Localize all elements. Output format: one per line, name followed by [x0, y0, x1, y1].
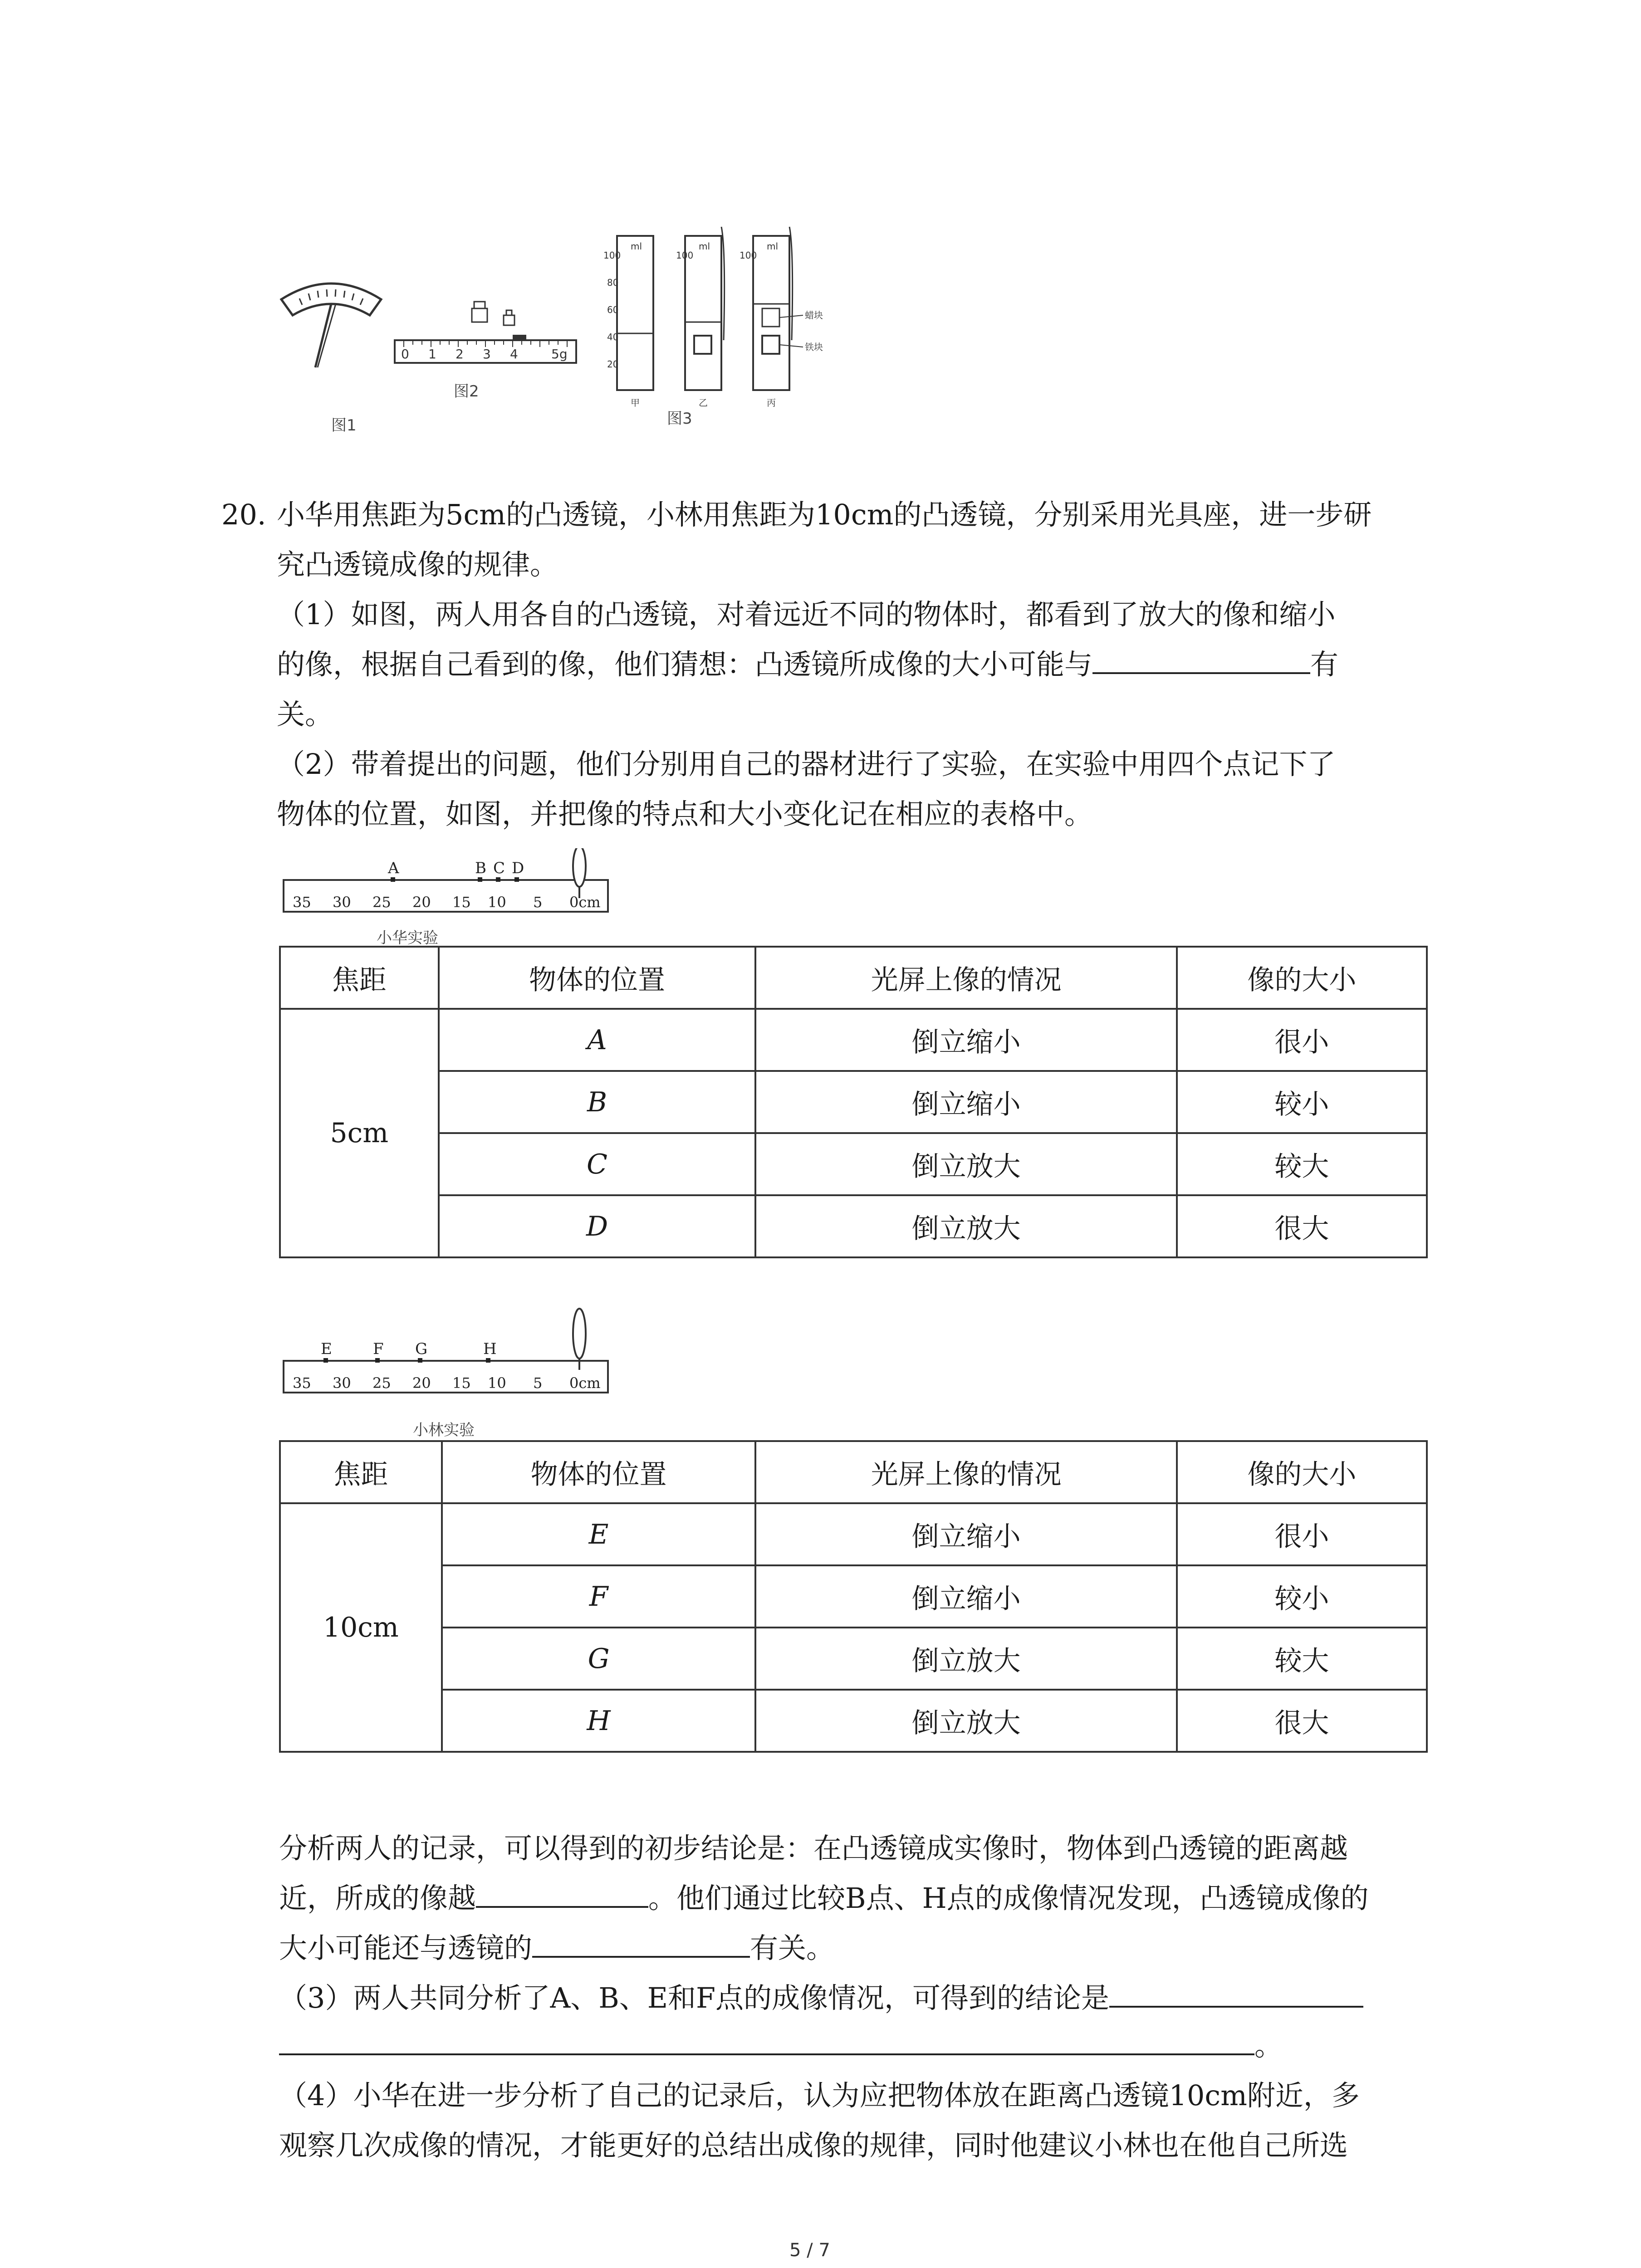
position-cell: C	[439, 1133, 756, 1195]
cyl-label: 甲	[631, 397, 640, 408]
table-xiaohua	[279, 946, 1428, 1258]
cyl-tick: 20	[607, 359, 619, 370]
table-row	[280, 1195, 1427, 1257]
header-size: 像的大小	[1177, 1441, 1427, 1503]
image-cell: 倒立缩小	[755, 1503, 1176, 1565]
focal-cell: 10cm	[280, 1503, 442, 1752]
header-image: 光屏上像的情况	[755, 1441, 1176, 1503]
size-cell: 较小	[1177, 1565, 1427, 1628]
figure-1-balance-dial	[272, 272, 390, 404]
table-header-row	[280, 947, 1427, 1009]
ruler-tick: 35	[293, 894, 311, 911]
part4-line: （4）小华在进一步分析了自己的记录后，认为应把物体放在距离凸透镜10cm附近，多	[279, 2079, 1360, 2112]
ruler-tick: 5	[533, 1374, 543, 1392]
ruler-tick: 20	[412, 894, 431, 911]
scale-tick: 1	[428, 347, 436, 362]
part2-line: （2）带着提出的问题，他们分别用自己的器材进行了实验，在实验中用四个点记下了	[277, 748, 1336, 781]
position-cell: G	[442, 1628, 756, 1690]
cyl-tick: 60	[607, 304, 619, 315]
fig3-caption: 图3	[667, 410, 692, 428]
header-position: 物体的位置	[442, 1441, 756, 1503]
point-label-A: A	[388, 859, 399, 877]
point-label-H: H	[483, 1340, 497, 1358]
ruler-tick: 35	[293, 1374, 311, 1392]
ruler-tick: 20	[412, 1374, 431, 1392]
cyl-label: 乙	[699, 397, 708, 408]
part4-line: 观察几次成像的情况，才能更好的总结出成像的规律，同时他建议小林也在他自己所选	[279, 2129, 1348, 2162]
part3-line	[279, 1973, 1363, 2023]
cyl-tick: 40	[607, 332, 619, 342]
table-row	[280, 1565, 1427, 1628]
point-label-E: E	[321, 1340, 332, 1358]
part2-line: 物体的位置，如图，并把像的特点和大小变化记在相应的表格中。	[277, 797, 1093, 831]
part3-line	[279, 2021, 1283, 2071]
ruler-tick: 15	[452, 894, 471, 911]
figure-3-graduated-cylinders	[585, 222, 876, 422]
scale-tick: 3	[483, 347, 491, 362]
size-cell: 较大	[1177, 1628, 1427, 1690]
image-cell: 倒立放大	[755, 1690, 1176, 1752]
size-cell: 很大	[1177, 1690, 1427, 1752]
header-focal: 焦距	[280, 1441, 442, 1503]
position-cell: B	[439, 1071, 756, 1133]
size-cell: 较小	[1177, 1071, 1427, 1133]
image-cell: 倒立缩小	[755, 1565, 1176, 1628]
point-label-F: F	[373, 1340, 384, 1358]
image-cell: 倒立放大	[755, 1195, 1176, 1257]
position-cell: E	[442, 1503, 756, 1565]
cyl-unit: ml	[699, 241, 710, 252]
scale-tick: 5g	[551, 347, 568, 362]
analysis-text: 。他们通过比较B点、H点的成像情况发现，凸透镜成像的	[648, 1882, 1369, 1915]
scale-tick: 2	[456, 347, 464, 362]
cyl-unit: ml	[631, 241, 642, 252]
size-cell: 较大	[1177, 1133, 1427, 1195]
point-label-D: D	[512, 859, 524, 877]
optical-bench-ruler-2	[279, 1306, 624, 1397]
image-cell: 倒立缩小	[755, 1071, 1176, 1133]
cyl-unit: ml	[767, 241, 779, 252]
ruler-tick: 10	[488, 1374, 506, 1392]
point-label-G: G	[415, 1340, 428, 1358]
ruler2-caption: 小林实验	[413, 1421, 475, 1439]
answer-blank-3[interactable]	[532, 1924, 750, 1958]
table-xiaolin	[279, 1440, 1428, 1753]
page-number: 5 / 7	[789, 2240, 830, 2261]
fig2-caption: 图2	[454, 382, 479, 401]
table-row	[280, 1628, 1427, 1690]
answer-blank-2[interactable]	[476, 1874, 648, 1908]
size-cell: 很小	[1177, 1503, 1427, 1565]
position-cell: H	[442, 1690, 756, 1752]
part3-text: （3）两人共同分析了A、B、E和F点的成像情况，可得到的结论是	[279, 1981, 1110, 2014]
answer-blank-4-cont[interactable]	[279, 2022, 1254, 2055]
header-position: 物体的位置	[439, 947, 756, 1009]
part1-line	[277, 640, 1338, 689]
table-header-row	[280, 1441, 1427, 1503]
table-row	[280, 1690, 1427, 1752]
table-row	[280, 1503, 1427, 1565]
analysis-line	[279, 1923, 834, 1973]
part3-text: 。	[1254, 2029, 1283, 2062]
table-row	[280, 1071, 1427, 1133]
ruler-tick: 0cm	[569, 894, 601, 911]
ruler-tick: 10	[488, 894, 506, 911]
cyl-tick: 100	[603, 250, 621, 261]
table-row	[280, 1133, 1427, 1195]
point-label-B: B	[475, 859, 486, 877]
point-label-C: C	[493, 859, 505, 877]
cyl-tick: 100	[676, 250, 694, 261]
iron-label: 铁块	[805, 342, 823, 352]
question-line: 小华用焦距为5cm的凸透镜，小林用焦距为10cm的凸透镜，分别采用光具座，进一步研	[277, 498, 1372, 531]
answer-blank-4[interactable]	[1109, 1974, 1363, 2008]
position-cell: F	[442, 1565, 756, 1628]
position-cell: D	[439, 1195, 756, 1257]
ruler-tick: 25	[372, 1374, 391, 1392]
answer-blank-1[interactable]	[1092, 640, 1310, 674]
image-cell: 倒立放大	[755, 1628, 1176, 1690]
ruler-tick: 5	[533, 894, 543, 911]
fig1-caption: 图1	[331, 416, 357, 435]
question-number: 20.	[221, 498, 266, 531]
ruler-tick: 25	[372, 894, 391, 911]
analysis-text: 大小可能还与透镜的	[279, 1931, 533, 1965]
ruler-tick: 30	[333, 894, 351, 911]
part1-line: 关。	[277, 698, 333, 731]
ruler-tick: 15	[452, 1374, 471, 1392]
size-cell: 很大	[1177, 1195, 1427, 1257]
analysis-line	[279, 1873, 1369, 1923]
scale-tick: 0	[401, 347, 409, 362]
analysis-text: 近，所成的像越	[279, 1882, 476, 1915]
question-line: 究凸透镜成像的规律。	[277, 548, 558, 581]
focal-cell: 5cm	[280, 1009, 439, 1257]
header-focal: 焦距	[280, 947, 439, 1009]
ruler-tick: 0cm	[569, 1374, 601, 1392]
optical-bench-ruler-1	[279, 848, 624, 939]
analysis-line: 分析两人的记录，可以得到的初步结论是：在凸透镜成实像时，物体到凸透镜的距离越	[279, 1832, 1348, 1865]
cyl-tick: 80	[607, 277, 619, 288]
scale-tick: 4	[510, 347, 518, 362]
image-cell: 倒立缩小	[755, 1009, 1176, 1071]
position-cell: A	[439, 1009, 756, 1071]
part1-text: 有	[1310, 648, 1339, 681]
image-cell: 倒立放大	[755, 1133, 1176, 1195]
part1-text: 的像，根据自己看到的像，他们猜想：凸透镜所成像的大小可能与	[277, 648, 1093, 681]
ruler1-caption: 小华实验	[377, 929, 438, 947]
header-size: 像的大小	[1177, 947, 1427, 1009]
part1-line: （1）如图，两人用各自的凸透镜，对着远近不同的物体时，都看到了放大的像和缩小	[277, 598, 1336, 631]
ruler-tick: 30	[333, 1374, 351, 1392]
cyl-tick: 100	[740, 250, 757, 261]
table-row	[280, 1009, 1427, 1071]
wax-label: 蜡块	[805, 310, 823, 321]
analysis-text: 有关。	[750, 1931, 835, 1965]
cyl-label: 丙	[767, 397, 776, 408]
figure-2-scale-with-weights	[386, 290, 585, 404]
header-image: 光屏上像的情况	[755, 947, 1176, 1009]
size-cell: 很小	[1177, 1009, 1427, 1071]
